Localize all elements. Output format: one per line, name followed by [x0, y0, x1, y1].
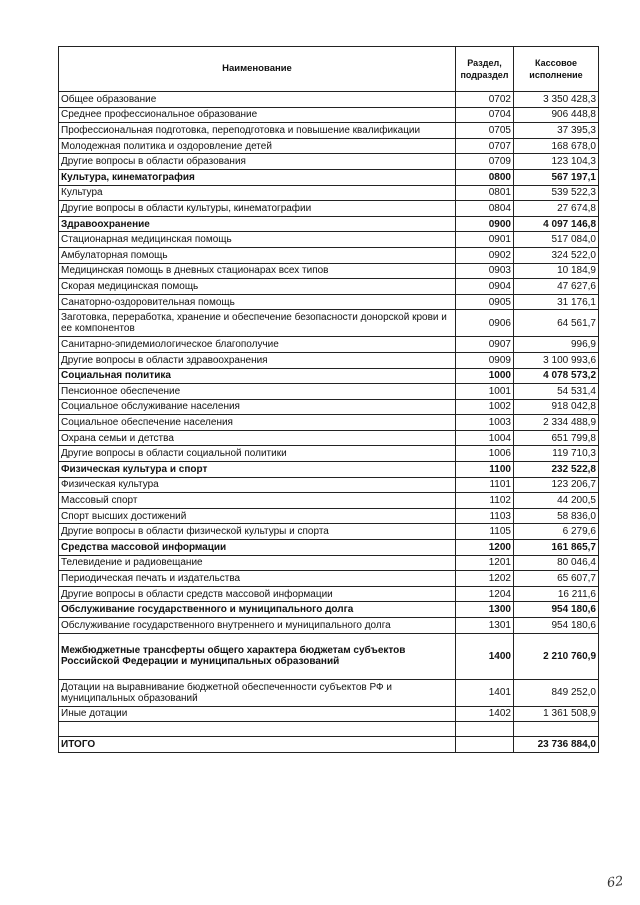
row-amount: 58 836,0: [514, 508, 599, 524]
row-code: 1401: [456, 679, 514, 706]
row-amount: 918 042,8: [514, 399, 599, 415]
row-amount: 65 607,7: [514, 571, 599, 587]
row-name: Периодическая печать и издательства: [59, 571, 456, 587]
row-name: Профессиональная подготовка, переподготовка и повышение квалификации: [59, 123, 456, 139]
table-row: [59, 368, 599, 384]
row-name: Среднее профессиональное образование: [59, 107, 456, 123]
row-name: Амбулаторная помощь: [59, 247, 456, 263]
table-row: [59, 706, 599, 722]
row-name: Медицинская помощь в дневных стационарах всех типов: [59, 263, 456, 279]
row-name: Социальная политика: [59, 368, 456, 384]
table-row: [59, 337, 599, 353]
row-amount: 123 206,7: [514, 477, 599, 493]
row-amount: 80 046,4: [514, 555, 599, 571]
row-code: 0800: [456, 169, 514, 185]
table-row: [59, 462, 599, 478]
row-code: 0707: [456, 138, 514, 154]
row-code: 0909: [456, 352, 514, 368]
total-label: ИТОГО: [59, 737, 456, 753]
table-row: [59, 493, 599, 509]
row-name: Социальное обеспечение населения: [59, 415, 456, 431]
row-code: 0804: [456, 201, 514, 217]
row-name: Другие вопросы в области социальной политики: [59, 446, 456, 462]
row-name: Физическая культура: [59, 477, 456, 493]
row-amount: 2 210 760,9: [514, 633, 599, 679]
row-code: 0901: [456, 232, 514, 248]
row-code: 0702: [456, 92, 514, 108]
table-row: [59, 232, 599, 248]
row-amount: 954 180,6: [514, 602, 599, 618]
row-code: 0904: [456, 279, 514, 295]
row-name: Заготовка, переработка, хранение и обеспечение безопасности донорской крови и ее компонентов: [59, 310, 456, 337]
row-amount: 44 200,5: [514, 493, 599, 509]
table-row: [59, 216, 599, 232]
row-name: Обслуживание государственного и муниципального долга: [59, 602, 456, 618]
row-code: 0902: [456, 247, 514, 263]
row-name: Социальное обслуживание населения: [59, 399, 456, 415]
table-row: [59, 633, 599, 679]
row-amount: 324 522,0: [514, 247, 599, 263]
header-code-line1: Раздел,: [467, 58, 502, 68]
table-row: [59, 477, 599, 493]
row-code: 1102: [456, 493, 514, 509]
row-code: 1400: [456, 633, 514, 679]
row-name: Культура, кинематография: [59, 169, 456, 185]
row-code: 1006: [456, 446, 514, 462]
row-amount: 4 078 573,2: [514, 368, 599, 384]
row-name: Другие вопросы в области средств массовой информации: [59, 586, 456, 602]
row-name: Охрана семьи и детства: [59, 430, 456, 446]
row-name: Физическая культура и спорт: [59, 462, 456, 478]
header-name: Наименование: [59, 47, 456, 92]
row-name: Дотации на выравнивание бюджетной обеспеченности субъектов РФ и муниципальных образований: [59, 679, 456, 706]
table-row: [59, 279, 599, 295]
header-section-code: [456, 47, 514, 92]
table-row: [59, 524, 599, 540]
row-code: 1100: [456, 462, 514, 478]
row-amount: 2 334 488,9: [514, 415, 599, 431]
row-code: 0704: [456, 107, 514, 123]
table-row: [59, 247, 599, 263]
row-name: Спорт высших достижений: [59, 508, 456, 524]
total-amount: 23 736 884,0: [514, 737, 599, 753]
table-row: [59, 310, 599, 337]
table-row: [59, 415, 599, 431]
row-code: 1201: [456, 555, 514, 571]
row-code: 1001: [456, 384, 514, 400]
table-header-row: [59, 47, 599, 92]
row-code: 1003: [456, 415, 514, 431]
row-code: 1202: [456, 571, 514, 587]
table-row: [59, 384, 599, 400]
row-name: Обслуживание государственного внутреннего и муниципального долга: [59, 618, 456, 634]
row-amount: 4 097 146,8: [514, 216, 599, 232]
row-amount: 232 522,8: [514, 462, 599, 478]
table-row: [59, 586, 599, 602]
row-name: Культура: [59, 185, 456, 201]
table-row: [59, 602, 599, 618]
table-row: [59, 399, 599, 415]
header-amount: [514, 47, 599, 92]
row-amount: 27 674,8: [514, 201, 599, 217]
row-amount: 161 865,7: [514, 540, 599, 556]
row-code: 0900: [456, 216, 514, 232]
table-row: [59, 352, 599, 368]
row-amount: 651 799,8: [514, 430, 599, 446]
total-code-cell: [456, 737, 514, 753]
table-row: [59, 508, 599, 524]
row-code: 1000: [456, 368, 514, 384]
table-row: [59, 138, 599, 154]
total-row: [59, 737, 599, 753]
row-name: Межбюджетные трансферты общего характера бюджетам субъектов Российской Федерации и муниципальных образований: [59, 633, 456, 679]
row-amount: 3 100 993,6: [514, 352, 599, 368]
row-code: 0906: [456, 310, 514, 337]
table-row: [59, 107, 599, 123]
row-code: 1103: [456, 508, 514, 524]
row-name: Другие вопросы в области физической культуры и спорта: [59, 524, 456, 540]
header-amount-line2: исполнение: [529, 70, 583, 80]
table-row: [59, 123, 599, 139]
row-code: 1200: [456, 540, 514, 556]
row-amount: 10 184,9: [514, 263, 599, 279]
row-amount: 37 395,3: [514, 123, 599, 139]
table-row: [59, 185, 599, 201]
row-name: Другие вопросы в области здравоохранения: [59, 352, 456, 368]
row-name: Санитарно-эпидемиологическое благополучие: [59, 337, 456, 353]
row-name: Молодежная политика и оздоровление детей: [59, 138, 456, 154]
row-amount: 54 531,4: [514, 384, 599, 400]
row-name: Пенсионное обеспечение: [59, 384, 456, 400]
row-amount: 16 211,6: [514, 586, 599, 602]
row-name: Общее образование: [59, 92, 456, 108]
row-code: 0905: [456, 294, 514, 310]
budget-execution-table: [58, 46, 599, 753]
table-row: [59, 618, 599, 634]
row-code: 0801: [456, 185, 514, 201]
row-amount: 168 678,0: [514, 138, 599, 154]
row-name: Санаторно-оздоровительная помощь: [59, 294, 456, 310]
row-code: 1204: [456, 586, 514, 602]
row-code: 1004: [456, 430, 514, 446]
row-name: Средства массовой информации: [59, 540, 456, 556]
table-row: [59, 555, 599, 571]
row-code: 1300: [456, 602, 514, 618]
table-body: [59, 92, 599, 722]
row-name: Здравоохранение: [59, 216, 456, 232]
table-spacer-row: [59, 722, 599, 737]
table-row: [59, 169, 599, 185]
row-code: 0907: [456, 337, 514, 353]
row-amount: 64 561,7: [514, 310, 599, 337]
row-name: Телевидение и радиовещание: [59, 555, 456, 571]
table-row: [59, 201, 599, 217]
row-code: 1105: [456, 524, 514, 540]
row-amount: 954 180,6: [514, 618, 599, 634]
row-amount: 47 627,6: [514, 279, 599, 295]
header-code-line2: подраздел: [460, 70, 509, 80]
table-row: [59, 571, 599, 587]
row-name: Массовый спорт: [59, 493, 456, 509]
row-amount: 6 279,6: [514, 524, 599, 540]
table-row: [59, 154, 599, 170]
row-code: 0709: [456, 154, 514, 170]
row-amount: 849 252,0: [514, 679, 599, 706]
row-name: Другие вопросы в области образования: [59, 154, 456, 170]
row-amount: 517 084,0: [514, 232, 599, 248]
row-name: Стационарная медицинская помощь: [59, 232, 456, 248]
header-amount-line1: Кассовое: [534, 58, 578, 68]
table-row: [59, 540, 599, 556]
row-name: Скорая медицинская помощь: [59, 279, 456, 295]
row-amount: 119 710,3: [514, 446, 599, 462]
row-amount: 567 197,1: [514, 169, 599, 185]
row-code: 0705: [456, 123, 514, 139]
table-row: [59, 679, 599, 706]
row-amount: 539 522,3: [514, 185, 599, 201]
row-name: Иные дотации: [59, 706, 456, 722]
row-amount: 906 448,8: [514, 107, 599, 123]
row-amount: 31 176,1: [514, 294, 599, 310]
row-amount: 996,9: [514, 337, 599, 353]
table-row: [59, 446, 599, 462]
row-code: 0903: [456, 263, 514, 279]
row-name: Другие вопросы в области культуры, кинематографии: [59, 201, 456, 217]
row-amount: 123 104,3: [514, 154, 599, 170]
row-amount: 1 361 508,9: [514, 706, 599, 722]
page-number: 62: [606, 873, 625, 892]
row-amount: 3 350 428,3: [514, 92, 599, 108]
table-row: [59, 294, 599, 310]
row-code: 1101: [456, 477, 514, 493]
row-code: 1301: [456, 618, 514, 634]
table-row: [59, 430, 599, 446]
table-row: [59, 92, 599, 108]
table-row: [59, 263, 599, 279]
row-code: 1002: [456, 399, 514, 415]
row-code: 1402: [456, 706, 514, 722]
